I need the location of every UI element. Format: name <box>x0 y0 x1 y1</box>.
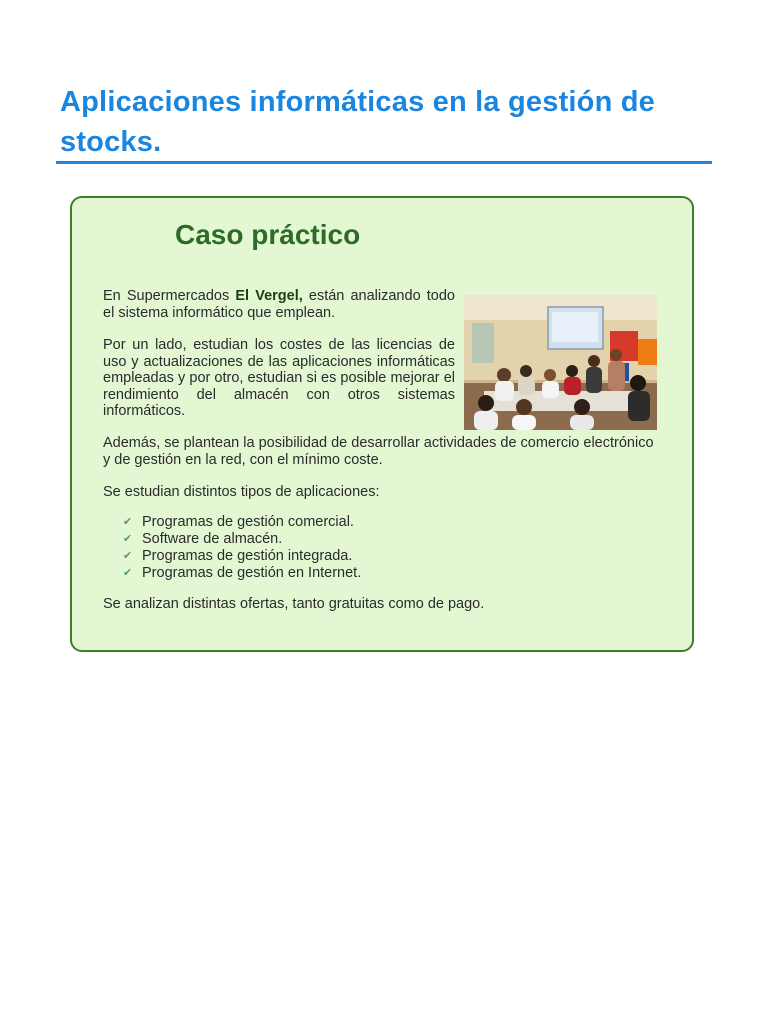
classroom-meeting-photo <box>464 295 657 430</box>
intro-prefix: En Supermercados <box>103 288 236 304</box>
closing-paragraph: Se analizan distintas ofertas, tanto gratuitas como de pago. <box>103 596 485 612</box>
intro-paragraph <box>103 288 455 321</box>
company-name: El Vergel, <box>235 288 303 304</box>
checkmark-icon: ✔ <box>122 533 133 545</box>
list-item <box>121 548 361 565</box>
costs-paragraph: Por un lado, estudian los costes de las licencias de uso y actualizaciones de las aplicaciones informáticas empleadas y por otro, estudian si es posible mejorar el rendimiento del almacén con otros sistemas informáticos. <box>103 337 455 419</box>
list-item <box>121 565 361 582</box>
classroom-photo <box>464 295 657 430</box>
page-title: Aplicaciones informáticas en la gestión de stocks. <box>60 86 656 158</box>
checkmark-icon: ✔ <box>122 567 133 579</box>
list-item-label: Programas de gestión en Internet. <box>142 565 362 581</box>
list-item <box>121 531 361 548</box>
checkmark-icon: ✔ <box>122 550 133 562</box>
list-item-label: Programas de gestión comercial. <box>142 514 354 530</box>
intro-suffix: están analizando todo el sistema informático que emplean. <box>103 288 455 321</box>
case-study-heading: Caso práctico <box>175 219 361 250</box>
list-intro: Se estudian distintos tipos de aplicaciones: <box>103 484 380 500</box>
applications-list <box>121 514 361 582</box>
list-item-label: Programas de gestión integrada. <box>142 548 353 564</box>
list-item-label: Software de almacén. <box>142 531 283 547</box>
ecommerce-paragraph: Además, se plantean la posibilidad de desarrollar actividades de comercio electrónico y de gestión en la red, con el mínimo coste. <box>103 435 654 468</box>
case-study-box <box>70 196 694 652</box>
list-item <box>121 514 361 531</box>
title-divider <box>56 161 712 164</box>
checkmark-icon: ✔ <box>122 516 133 528</box>
